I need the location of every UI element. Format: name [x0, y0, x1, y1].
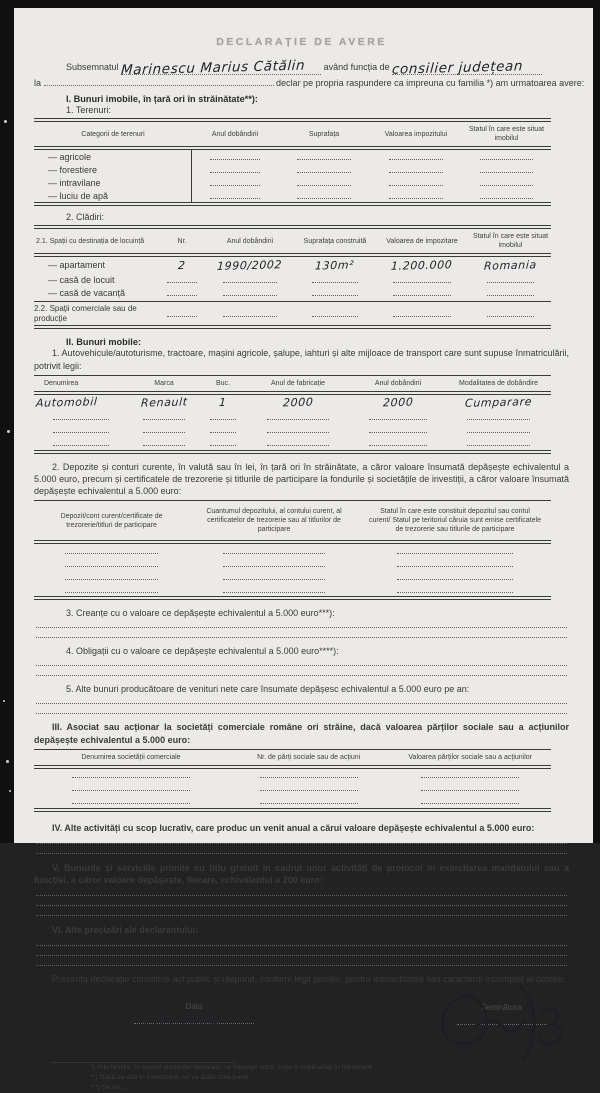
table-row	[34, 411, 551, 424]
table-row	[34, 769, 551, 782]
la-label: la	[34, 78, 42, 88]
item3-label: 3. Creanțe cu o valoare ce depășește echivalentul a 5.000 euro***):	[66, 608, 335, 619]
item-4	[34, 646, 569, 676]
handwritten-modalitate: Cumparare	[464, 395, 533, 411]
page-title: DECLARAȚIE DE AVERE	[216, 36, 387, 48]
intro-line-2	[34, 78, 585, 88]
table-row: — intravilane	[34, 176, 551, 189]
table-row	[34, 583, 551, 596]
handwritten-buc: 1	[218, 396, 228, 410]
footnote-3: ***) Se va ...	[90, 1083, 128, 1091]
table-row: — forestiere	[34, 163, 551, 176]
table-row: — casă de locuit	[34, 273, 551, 286]
declar-text: declar pe propria raspundere ca impreuna cu familia *) am urmatoarea avere:	[276, 78, 585, 88]
table-row: — agricole	[34, 150, 551, 163]
handwritten-marca: Renault	[140, 395, 188, 410]
societati-table	[34, 749, 551, 812]
handwritten-suprafata: 130m²	[315, 258, 355, 273]
intro-line-1	[34, 57, 569, 79]
signature-row	[34, 1002, 569, 1054]
table-row	[34, 544, 551, 557]
section4-heading: IV. Alte activități cu scop lucrativ, care produc un venit anual a cărui valoare depășește echivalentul a 5.000 euro:	[52, 822, 535, 833]
handwritten-nr: 2	[177, 258, 187, 272]
cladiri-table	[34, 225, 551, 329]
handwritten-denumirea: Automobil	[35, 395, 98, 411]
table-row	[34, 557, 551, 570]
section2-heading: II. Bunuri mobile:	[66, 337, 142, 348]
depozite-intro: 2. Depozite și conturi curente, în valută sau în lei, în țară ori în străinătate, a căror valoare însumată depășește echivalentul a 5.000 euro, precum și certificatele de trezorerie și titlurile de participare la fondurile și societățile de investiții, a căror valoare însumată depășește echivalentul a 5.000 euro:	[34, 461, 569, 497]
vehicule-intro: 1. Autovehicule/autoturisme, tractoare, mașini agricole, șalupe, iahturi și alte mijloace de transport care sunt supuse înmatriculării, potrivit legii:	[34, 348, 569, 371]
terenuri-header-row: Categorii de terenuri Anul dobândirii Suprafața Valoarea impozitului Statul în care este situat imobilul	[81, 126, 545, 143]
terenuri-table	[34, 118, 551, 206]
signature-label: Semnătura	[480, 1001, 523, 1012]
subsemnatul-label: Subsemnatul	[66, 62, 119, 72]
closing-paragraph: Prezenta declarație constituie act public și răspund, conform legii penale, pentru inexactitatea sau caracterul incomplet al datelor.	[52, 974, 566, 985]
handwritten-stat: Romania	[483, 258, 538, 273]
section3-heading: III. Asociat sau acționar la societăți comerciale române ori străine, dacă valoarea părților sociale sau a acțiunilor depășește echivalentul a 5.000 euro:	[34, 722, 569, 745]
signature-box	[434, 1002, 569, 1054]
date-box	[134, 1002, 254, 1054]
table-row	[34, 437, 551, 450]
depozite-table	[34, 500, 551, 600]
societati-header-row: Denumirea societății comerciale Nr. de părți sociale sau de acțiuni Valoarea părților sociale sau a acțiunilor	[81, 753, 533, 761]
table-row	[34, 795, 551, 808]
item-3	[34, 608, 569, 638]
table-row	[34, 424, 551, 437]
avand-functia-label: având funcția de	[323, 62, 390, 72]
table-row-automobil	[34, 395, 551, 411]
footnote-2: **) Dacă se află în indiviziune, se va arăta cota-parte.	[90, 1073, 251, 1081]
item-5	[34, 684, 569, 714]
vehicule-header-row: Denumirea Marca Buc. Anul de fabricație Anul dobândirii Modalitatea de dobândire	[44, 379, 538, 387]
scan-noise	[6, 760, 9, 763]
table-row	[34, 782, 551, 795]
date-label: Data	[185, 1001, 203, 1011]
scan-noise	[3, 700, 5, 702]
handwritten-valoare: 1.200.000	[390, 258, 454, 273]
cladiri-header-row: 2.1. Spații cu destinația de locuință Nr. Anul dobândirii Suprafața construită Valoarea de impozitare Statul în care este situat imobilul	[36, 233, 549, 250]
table-row	[34, 570, 551, 583]
handwritten-an-fabricatie: 2000	[282, 395, 314, 410]
item4-label: 4. Obligații cu o valoare ce depășește echivalentul a 5.000 euro****):	[66, 646, 339, 657]
table-row-apartament: — apartament 2 1990/2002 130m² 1.200.000 Romania	[48, 258, 538, 273]
document-page	[14, 8, 593, 1091]
signature-fill-line	[457, 1020, 547, 1025]
name-fill-line	[120, 57, 321, 79]
scan-noise	[9, 790, 11, 792]
handwritten-name: Marinescu Marius Cătălin	[120, 57, 306, 79]
table-row-spatii-comerciale: 2.2. Spații comerciale sau de producție	[34, 302, 551, 325]
scan-noise	[4, 120, 7, 123]
handwritten-functie: consilier județean	[391, 58, 524, 78]
la-fill-line	[44, 81, 274, 86]
functie-fill-line	[391, 58, 542, 78]
section6-heading: VI. Alte precizări ale declarantului:	[52, 925, 199, 936]
depozite-header-row: Depozit/cont curent/certificate de trezorerie/titluri de participare Cuantumul depozitului, al contului curent, al certificatelor de trezorerie sau al titlurilor de participare Statul în care este constituit depozitul sau contul curent/ Statul pe teritoriul căruia sunt emise certificatele de trezorerie sau titlurile de participare	[60, 508, 541, 534]
terenuri-label: 1. Terenuri:	[66, 105, 111, 115]
scan-noise	[7, 430, 10, 433]
table-row: — luciu de apă	[34, 189, 551, 202]
footnote-1: *) Prin familie, în sensul prezentei declarații, se înțelege soțul, soția și copiii aflați în întreținere.	[90, 1063, 375, 1071]
handwritten-date: 3.05.2004	[137, 1011, 221, 1032]
section5-heading: V. Bunurile și serviciile primite cu titlu gratuit în cadrul unor activități de protocol în exercitarea mandatului sau a funcției, a căror valoare depășește, fiecare, echivalentul a 200 euro:	[34, 862, 569, 886]
table-row: — casă de vacanță	[34, 286, 551, 299]
item5-label: 5. Alte bunuri producătoare de venituri nete care însumate depășesc echivalentul a 5.000 euro pe an:	[66, 684, 470, 695]
cladiri-label: 2. Clădiri:	[66, 212, 105, 223]
date-fill-line	[134, 1011, 254, 1032]
handwritten-an-dobandire: 2000	[382, 395, 414, 410]
handwritten-anul: 1990/2002	[217, 258, 283, 273]
vehicule-table	[34, 375, 551, 454]
section1-heading: I. Bunuri imobile, în țară ori în străinătate**):	[66, 94, 258, 104]
